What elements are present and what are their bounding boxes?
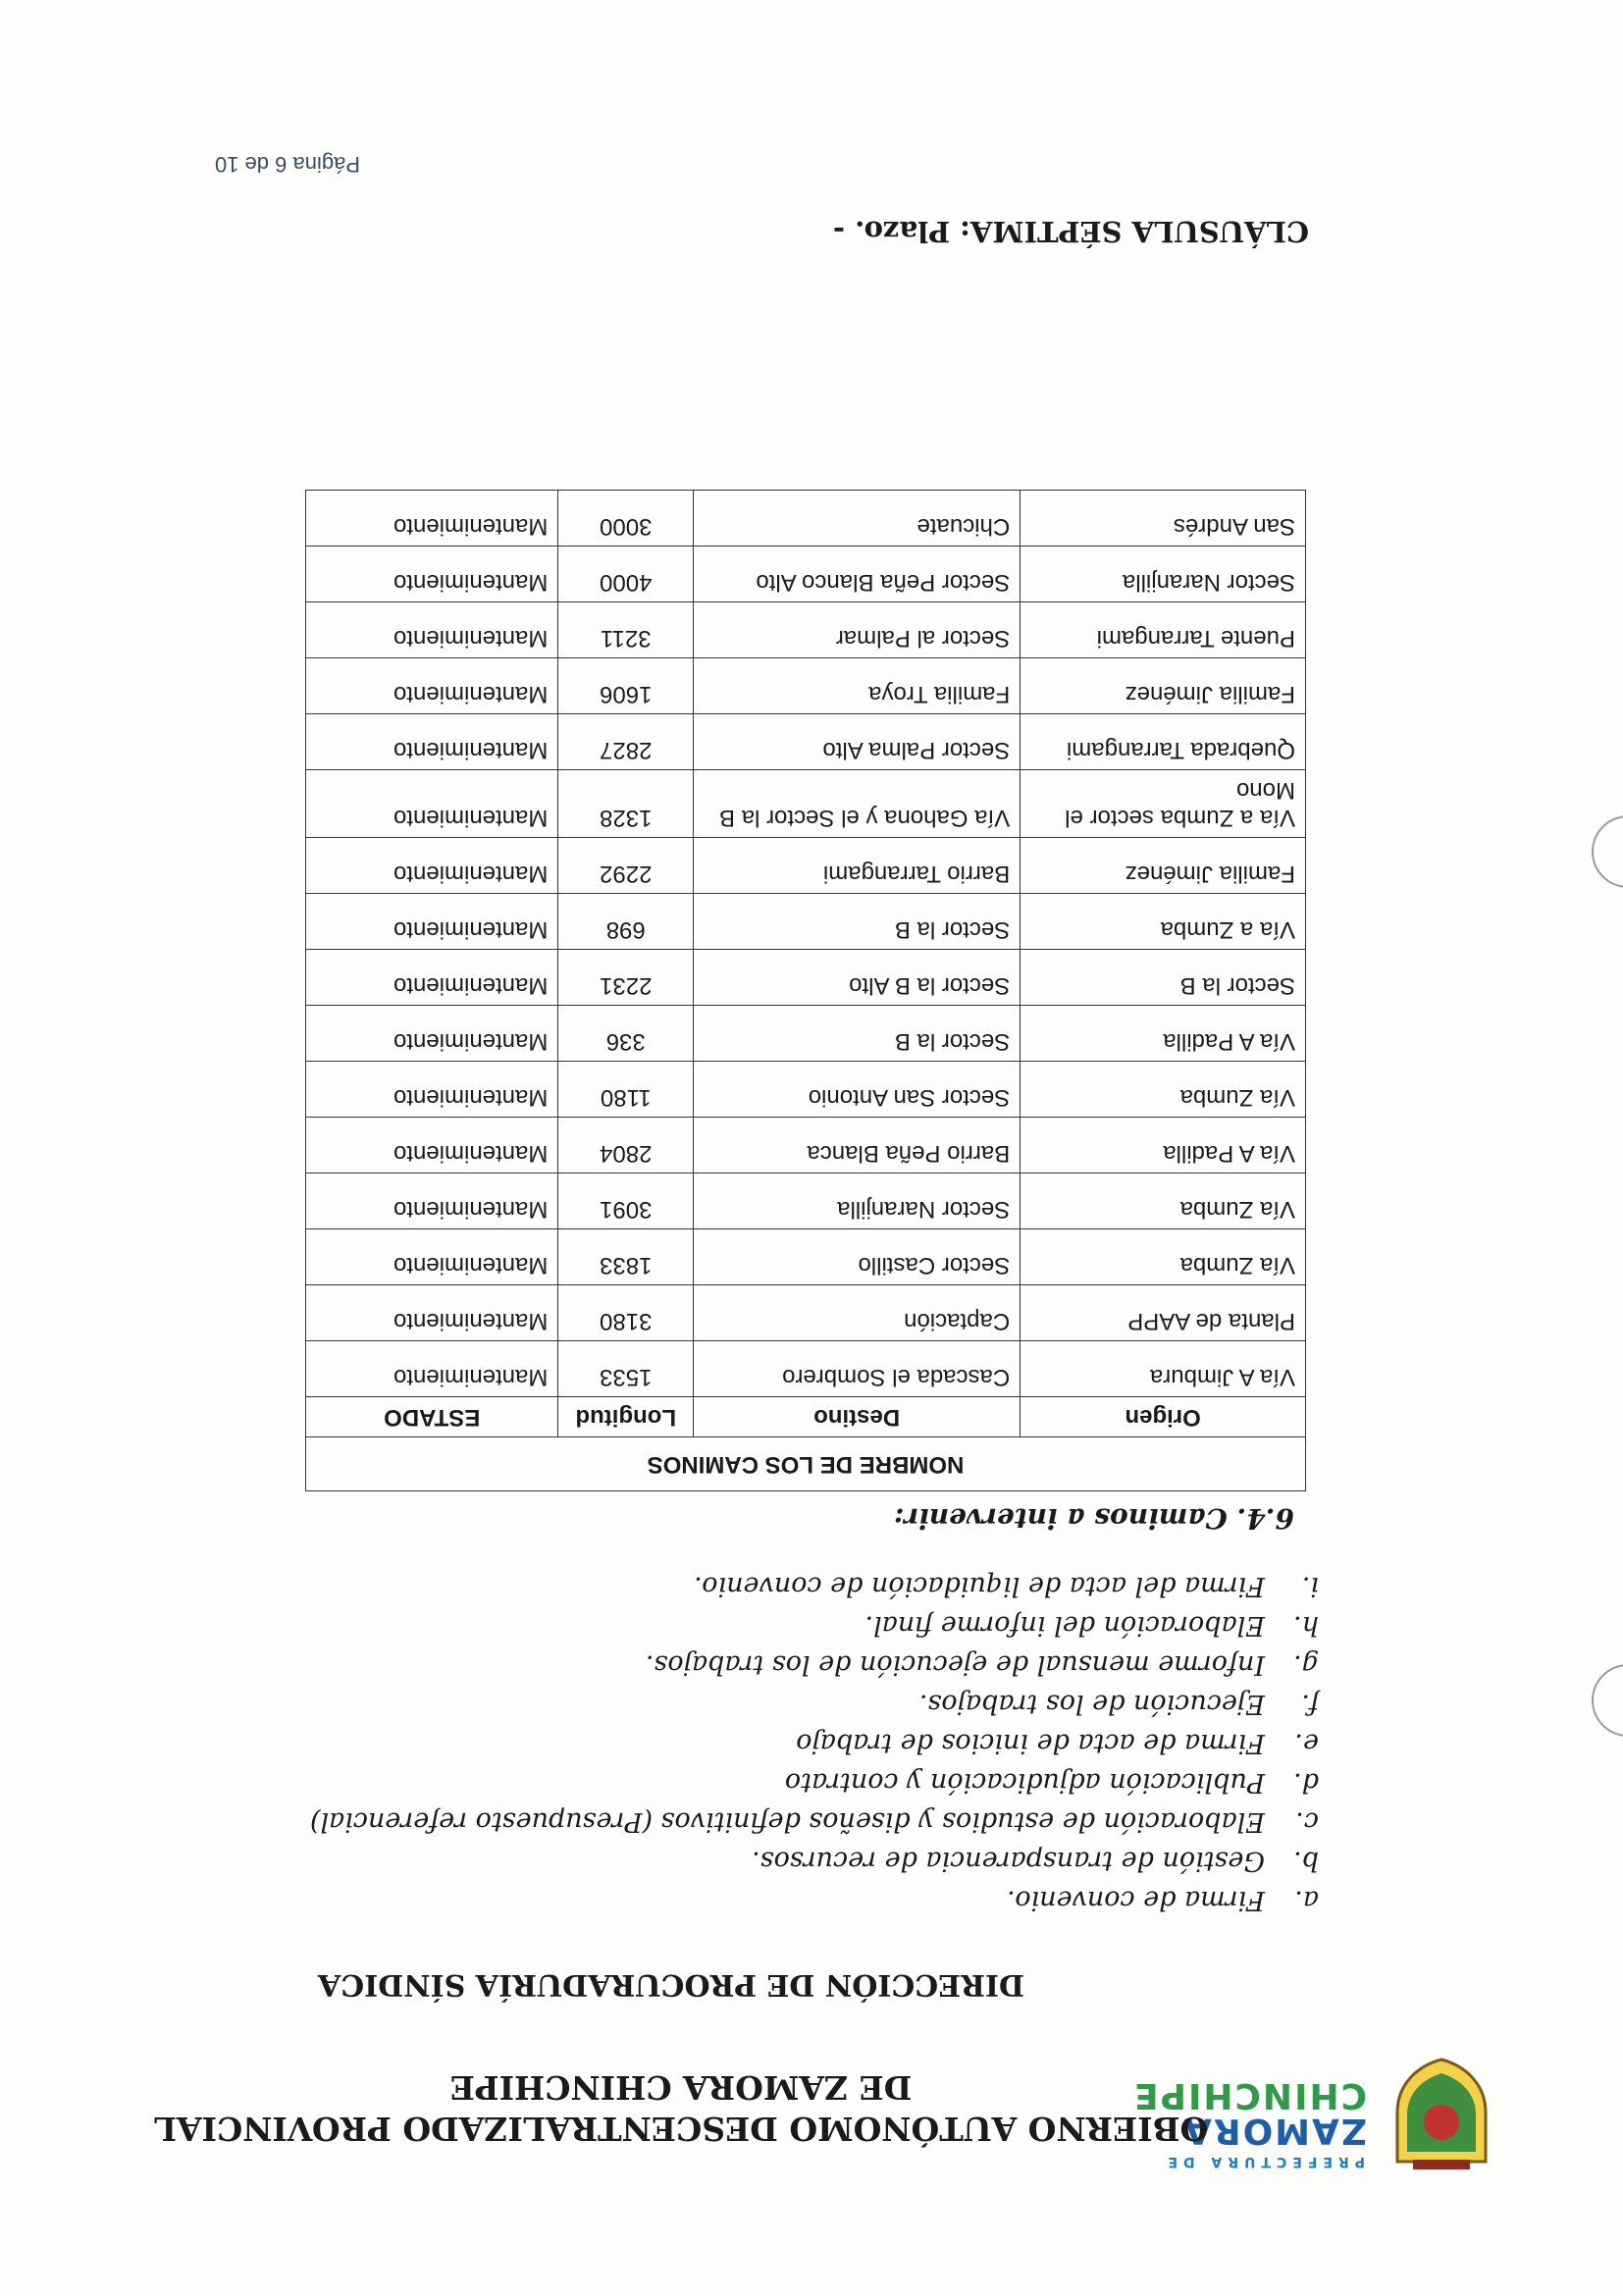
list-item-key: c. (1295, 1806, 1319, 1837)
table-row (306, 838, 1306, 894)
table-cell: Mantenimiento (306, 602, 558, 658)
table-cell: Mantenimiento (306, 838, 558, 894)
column-header: Destino (694, 1397, 1021, 1437)
table-cell: Cascada el Sombrero (694, 1341, 1021, 1397)
list-item-text: Firma de acta de inicios de trabajo (796, 1728, 1265, 1758)
table-cell: San Andrés (1021, 491, 1306, 547)
logo-title-line-1: ZAMORA (1182, 2111, 1367, 2151)
table-cell: Sector Palma Alto (694, 714, 1021, 770)
table-row (306, 894, 1306, 950)
table-cell: Familia Jiménez (1021, 838, 1306, 894)
list-item-text: Publicación adjudicación y contrato (784, 1767, 1265, 1798)
table-cell: Mantenimiento (306, 547, 558, 602)
table-cell: 2292 (558, 838, 694, 894)
table-cell: Quebrada Tarrangami (1021, 714, 1306, 770)
table-cell: 1833 (558, 1229, 694, 1285)
table-cell: Sector la B Alto (694, 950, 1021, 1006)
list-item-text: Ejecución de los trabajos. (918, 1689, 1265, 1719)
table-cell: 2231 (558, 950, 694, 1006)
table-cell: Vía a Zumba (1021, 894, 1306, 950)
punch-hole (1592, 1664, 1623, 1737)
table-cell: Vía Gahona y el Sector la B (694, 770, 1021, 838)
table-cell: Sector Naranjilla (694, 1174, 1021, 1229)
list-item (141, 1719, 1319, 1758)
list-item-text: Firma de convenio. (1007, 1885, 1265, 1915)
table-cell: 1606 (558, 658, 694, 714)
list-item-key: i. (1301, 1571, 1319, 1601)
list-item (141, 1601, 1319, 1641)
table-cell: Mantenimiento (306, 1174, 558, 1229)
table-cell: Mantenimiento (306, 1285, 558, 1341)
table-row (306, 547, 1306, 602)
table-cell: Vía A Jimbura (1021, 1341, 1306, 1397)
table-cell: Familia Jiménez (1021, 658, 1306, 714)
roads-table (305, 490, 1306, 1491)
section-heading: 6.4. Caminos a intervenir: (894, 1502, 1294, 1535)
column-header: Longitud (558, 1397, 694, 1437)
table-cell: Mantenimiento (306, 894, 558, 950)
table-cell: Vía Zumba (1021, 1229, 1306, 1285)
table-cell: Sector al Palmar (694, 602, 1021, 658)
table-cell: Mantenimiento (306, 714, 558, 770)
table-cell: Mantenimiento (306, 658, 558, 714)
table-cell: Sector la B (694, 1006, 1021, 1062)
list-item-key: h. (1293, 1610, 1319, 1641)
table-cell: Mantenimiento (306, 1118, 558, 1174)
list-item-key: d. (1293, 1767, 1319, 1798)
table-cell: Barrio Tarrangami (694, 838, 1021, 894)
list-item (141, 1876, 1319, 1915)
table-row (306, 1341, 1306, 1397)
table-cell: 3000 (558, 491, 694, 547)
list-item-key: a. (1294, 1885, 1319, 1915)
table-cell: Sector la B (694, 894, 1021, 950)
logo-title-line-2: CHINCHIPE (1132, 2075, 1367, 2115)
table-cell: Mantenimiento (306, 950, 558, 1006)
department-title: DIRECCIÓN DE PROCURADURÍA SÍNDICA (318, 1967, 1025, 2002)
institution-name (151, 2066, 1211, 2149)
table-cell: Sector San Antonio (694, 1062, 1021, 1118)
table-cell: Vía Zumba (1021, 1174, 1306, 1229)
list-item-text: Elaboración del informe final. (864, 1610, 1265, 1641)
table-cell: Mantenimiento (306, 1062, 558, 1118)
list-item-text: Informe mensual de ejecución de los trabajos. (645, 1649, 1265, 1680)
table-cell: Chicuate (694, 491, 1021, 547)
table-row (306, 1062, 1306, 1118)
clause-title: CLÁUSULA SÉPTIMA: Plazo. - (832, 215, 1309, 248)
table-cell: Mantenimiento (306, 1229, 558, 1285)
table-body (306, 491, 1306, 1397)
table-row (306, 1006, 1306, 1062)
institution-line-1: OBIERNO AUTÓNOMO DESCENTRALIZADO PROVINCIAL (153, 2110, 1209, 2148)
table-row (306, 658, 1306, 714)
list-item (141, 1641, 1319, 1680)
list-item-text: Elaboración de estudios y diseños definitivos (Presupuesto referencial) (309, 1806, 1265, 1837)
steps-list (141, 1562, 1319, 1915)
table-row (306, 714, 1306, 770)
punch-hole (1592, 815, 1623, 888)
list-item (141, 1798, 1319, 1837)
table-cell: Puente Tarrangami (1021, 602, 1306, 658)
table-cell: 3180 (558, 1285, 694, 1341)
list-item-key: b. (1293, 1846, 1319, 1876)
list-item-key: g. (1293, 1649, 1319, 1680)
table-cell: 3091 (558, 1174, 694, 1229)
coat-of-arms-icon (1384, 2056, 1499, 2173)
list-item (141, 1758, 1319, 1798)
list-item (141, 1837, 1319, 1876)
table-header-row (306, 1397, 1306, 1437)
table-cell: Vía Zumba (1021, 1062, 1306, 1118)
table-cell: 2804 (558, 1118, 694, 1174)
table-cell: Mantenimiento (306, 1341, 558, 1397)
table-cell: Vía a Zumba sector el Mono (1021, 770, 1306, 838)
column-header: Origen (1021, 1397, 1306, 1437)
table-cell: 1180 (558, 1062, 694, 1118)
list-item-key: e. (1294, 1728, 1319, 1758)
table-cell: Barrio Peña Blanca (694, 1118, 1021, 1174)
table-cell: Mantenimiento (306, 491, 558, 547)
table-cell: Vía A Padilla (1021, 1006, 1306, 1062)
table-row (306, 602, 1306, 658)
list-item-key: f. (1301, 1689, 1319, 1719)
table-cell: 1328 (558, 770, 694, 838)
table-cell: 1533 (558, 1341, 694, 1397)
table-cell: Planta de AAPP (1021, 1285, 1306, 1341)
table-cell: 336 (558, 1006, 694, 1062)
column-header: ESTADO (306, 1397, 558, 1437)
table-cell: 2827 (558, 714, 694, 770)
table-cell: Captación (694, 1285, 1021, 1341)
table-cell: 698 (558, 894, 694, 950)
logo-small-text: PREFECTURA DE (1162, 2154, 1365, 2169)
table-row (306, 1285, 1306, 1341)
table-cell: Familia Troya (694, 658, 1021, 714)
list-item (141, 1680, 1319, 1719)
list-item (141, 1562, 1319, 1601)
table-row (306, 770, 1306, 838)
institution-line-2: DE ZAMORA CHINCHIPE (449, 2068, 913, 2107)
table-cell: Sector Naranjilla (1021, 547, 1306, 602)
table-cell: 4000 (558, 547, 694, 602)
table-cell: Sector Peña Blanco Alto (694, 547, 1021, 602)
table-cell: Mantenimiento (306, 1006, 558, 1062)
table-cell: Sector la B (1021, 950, 1306, 1006)
list-item-text: Gestión de transparencia de recursos. (752, 1846, 1265, 1876)
table-row (306, 1229, 1306, 1285)
table-caption: NOMBRE DE LOS CAMINOS (306, 1437, 1306, 1491)
table-cell: Mantenimiento (306, 770, 558, 838)
list-item-text: Firma del acta de liquidación de convenio. (694, 1571, 1265, 1601)
table-cell: Sector Castillo (694, 1229, 1021, 1285)
page-number: Página 6 de 10 (214, 152, 360, 177)
table-row (306, 1118, 1306, 1174)
table-row (306, 950, 1306, 1006)
table-row (306, 1174, 1306, 1229)
table-row (306, 491, 1306, 547)
table-cell: Vía A Padilla (1021, 1118, 1306, 1174)
table-cell: 3211 (558, 602, 694, 658)
